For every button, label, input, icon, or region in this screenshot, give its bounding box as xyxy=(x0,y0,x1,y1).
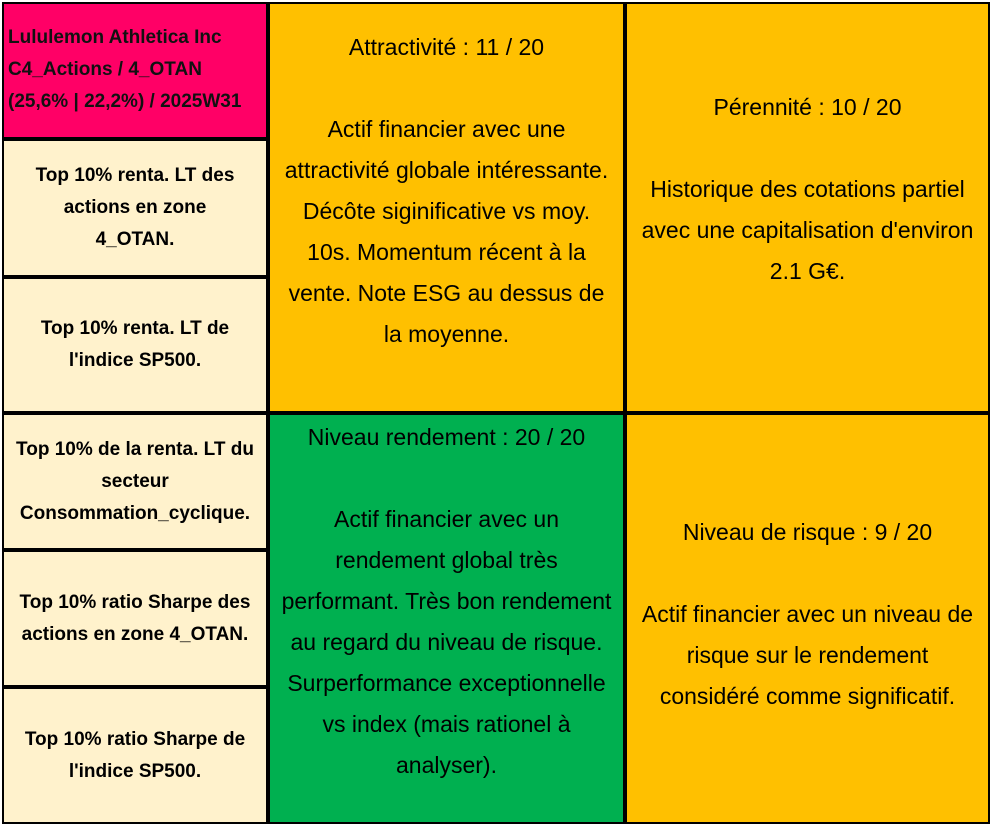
risque-text: Actif financier avec un niveau de risque sur le rendement considéré comme significatif. xyxy=(641,601,974,709)
rendement-panel xyxy=(268,413,625,824)
rendement-title: Niveau rendement : 20 / 20 xyxy=(307,424,586,450)
ranking-text: Top 10% renta. LT des actions en zone 4_OTAN. xyxy=(35,165,235,250)
ranking-text: Top 10% de la renta. LT du secteur Consommation_cyclique. xyxy=(16,438,254,524)
asset-header xyxy=(2,2,268,139)
perennite-panel xyxy=(625,2,990,413)
risque-panel xyxy=(625,413,990,824)
ranking-text: Top 10% ratio Sharpe de l'indice SP500. xyxy=(24,728,246,782)
ranking-cell-3 xyxy=(2,413,268,550)
ranking-cell-4 xyxy=(2,550,268,687)
rendement-text: Actif financier avec un rendement global très performant. Très bon rendement au regard du niveau de risque. Surperformance exceptionnelle vs index (mais rationel à analyser). xyxy=(281,506,612,778)
risque-title: Niveau de risque : 9 / 20 xyxy=(682,519,933,545)
asset-name: Lululemon Athletica Inc xyxy=(8,27,222,48)
attractivite-panel xyxy=(268,2,625,413)
ranking-cell-1 xyxy=(2,139,268,277)
ranking-cell-5 xyxy=(2,687,268,824)
ranking-cell-2 xyxy=(2,277,268,413)
attractivite-text: Actif financier avec une attractivité globale intéressante. Décôte siginificative vs moy. 10s. Momentum récent à la vente. Note ESG au dessus de la moyenne. xyxy=(284,116,609,347)
perennite-title: Pérennité : 10 / 20 xyxy=(713,94,902,120)
asset-scores-week: (25,6% | 22,2%) / 2025W31 xyxy=(8,91,242,112)
attractivite-title: Attractivité : 11 / 20 xyxy=(348,34,545,60)
ranking-text: Top 10% renta. LT de l'indice SP500. xyxy=(40,318,230,371)
ranking-text: Top 10% ratio Sharpe des actions en zone 4_OTAN. xyxy=(19,591,251,645)
asset-category: C4_Actions / 4_OTAN xyxy=(8,59,202,80)
perennite-text: Historique des cotations partiel avec une capitalisation d'environ 2.1 G€. xyxy=(641,176,974,284)
